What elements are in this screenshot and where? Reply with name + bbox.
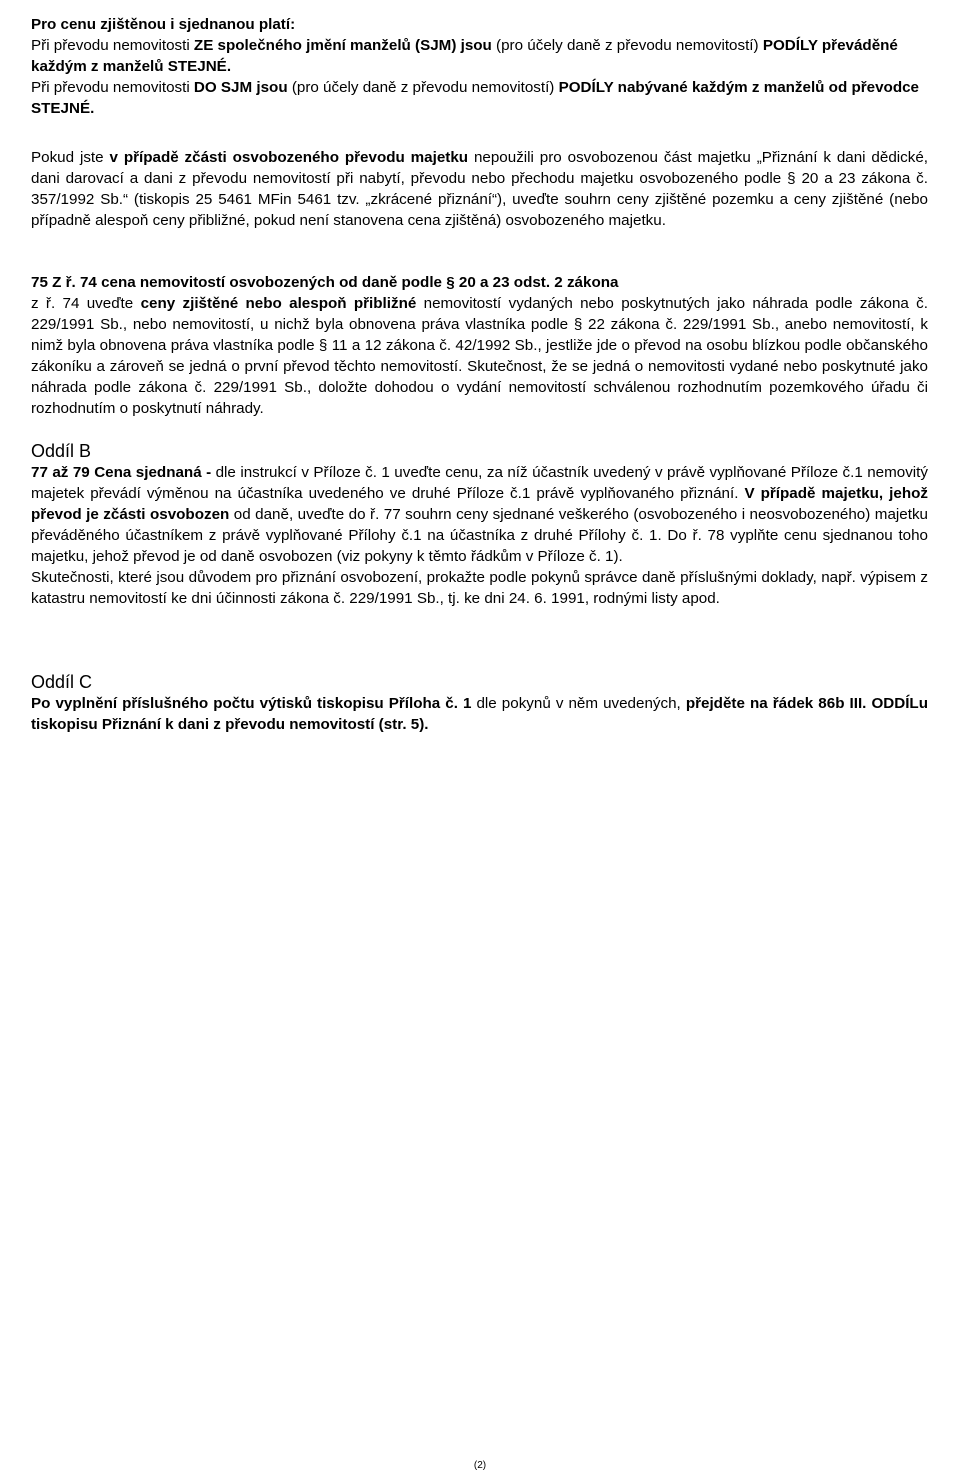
section-sign: § (573, 316, 583, 333)
row-75-t3: nemovitostí vydaných nebo poskytnutých jako náhrada podle zákona č. 229/1991 Sb., nebo nemovitostí, u nichž byla obnovena práva vlastníka podle (31, 295, 928, 333)
intro-l2b: DO SJM jsou (193, 79, 288, 96)
partial-exemption-paragraph (31, 147, 928, 231)
section-c-t3: přejděte na řádek 86b III. ODDÍLu tiskopisu Přiznání k dani z převodu nemovitostí (str. 5). (31, 695, 928, 733)
partial-t1: Pokud jste (31, 149, 110, 166)
intro-section (31, 14, 928, 119)
intro-l1a: Při převodu nemovitosti (31, 37, 194, 54)
section-b-para1 (31, 462, 928, 567)
section-sign: § (446, 274, 455, 291)
intro-l2d: PODÍLY nabývané každým z manželů od převodce STEJNÉ. (31, 79, 919, 117)
section-sign: § (318, 337, 328, 354)
intro-l1d: PODÍLY převáděné každým z manželů STEJNÉ. (31, 37, 898, 75)
partial-t2: v případě zčásti osvobozeného převodu majetku (109, 149, 469, 166)
section-b-t1: 77 až 79 Cena sjednaná - (31, 464, 212, 481)
section-b-t4: od daně, uveďte do ř. 77 souhrn ceny sjednané veškerého (osvobozeného i neosvobozeného) majetku převáděného účastníkem z právě vyplňované Přílohy č.1 na účastníka z druhé Přílohy č. 1. Do ř. 78 vyplňte cenu sjednanou toho majetku, jehož převod je od daně osvobozen (viz pokyny k těmto řádkům v Příloze č. 1). (31, 506, 928, 565)
intro-l2c: (pro účely daně z převodu nemovitostí) (287, 79, 559, 96)
section-b-heading: Oddíl B (31, 441, 92, 461)
partial-t5: 20 a 23 zákona č. 357/1992 Sb.“ (tiskopis 25 5461 MFin 5461 tzv. „zkrácené přiznání“), uveďte souhrn ceny zjištěné pozemku a ceny zjištěné (nebo případně alespoň ceny přibližné, pokud není stanovena cena zjištěná) osvobozeného majetku. (31, 170, 928, 229)
section-sign: § (787, 170, 796, 187)
intro-l1b: ZE společného jmění manželů (SJM) jsou (193, 37, 492, 54)
section-b-body (31, 462, 928, 609)
section-c-heading: Oddíl C (31, 672, 93, 692)
partial-t3: nepoužili pro osvobozenou část majetku „Přiznání k dani dědické, dani darovací a dani z převodu nemovitostí při nabytí, převodu nebo přechodu majetku osvobozeného podle (31, 149, 928, 187)
section-c-body (31, 693, 928, 735)
intro-l2a: Při převodu nemovitosti (31, 79, 194, 96)
intro-rule-to-sjm (31, 77, 928, 119)
row-75-text (31, 293, 928, 419)
section-b-para2: Skutečnosti, které jsou důvodem pro přiznání osvobození, prokažte podle pokynů správce daně příslušnými doklady, např. výpisem z katastru nemovitostí ke dni účinnosti zákona č. 229/1991 Sb., tj. ke dni 24. 6. 1991, rodnými listy apod. (31, 569, 928, 607)
row-75-title (31, 272, 928, 293)
page-number: (2) (473, 1460, 487, 1471)
section-c-t1: Po vyplnění příslušného počtu výtisků tiskopisu Příloha č. 1 (31, 695, 472, 712)
row-75-title-b: 20 a 23 odst. 2 zákona (454, 274, 619, 291)
row-75-t2: ceny zjištěné nebo alespoň přibližné (140, 295, 417, 312)
intro-l1c: (pro účely daně z převodu nemovitostí) (491, 37, 763, 54)
row-75-t1: z ř. 74 uveďte (31, 295, 141, 312)
section-b-t2: dle instrukcí v Příloze č. 1 uveďte cenu, za níž účastník uvedený v právě vyplňované Příloze č.1 nemovitý majetek převádí výměnou na účastníka uvedeného ve druhé Příloze č.1 právě vyplňovaného přiznání. (31, 464, 928, 502)
intro-rule-from-sjm (31, 35, 928, 77)
row-75-title-a: 75 Z ř. 74 cena nemovitostí osvobozených od daně podle (31, 274, 447, 291)
intro-heading: Pro cenu zjištěnou i sjednanou platí: (31, 16, 296, 33)
row-75-t7: 11 a 12 zákona č. 42/1992 Sb., jestliže jde o převod na osobu blízkou podle občanského zákoníku a zároveň se jedná o první převod těchto nemovitostí. Skutečnost, že se jedná o nemovitosti vydané nebo poskytnuté jako náhrada podle zákona č. 229/1991 Sb., doložte dohodou o vydání nemovitostí schválenou rozhodnutím pozemkového úřadu či rozhodnutím o poskytnutí náhrady. (31, 337, 928, 417)
section-b-t3: V případě majetku, jehož převod je zčásti osvobozen (31, 485, 928, 523)
row-75-section (31, 272, 928, 419)
section-c-t2: dle pokynů v něm uvedených, (471, 695, 686, 712)
row-75-t5: 22 zákona č. 229/1991 Sb., anebo nemovitostí, k nimž byla obnovena práva vlastníka podle (31, 316, 928, 354)
